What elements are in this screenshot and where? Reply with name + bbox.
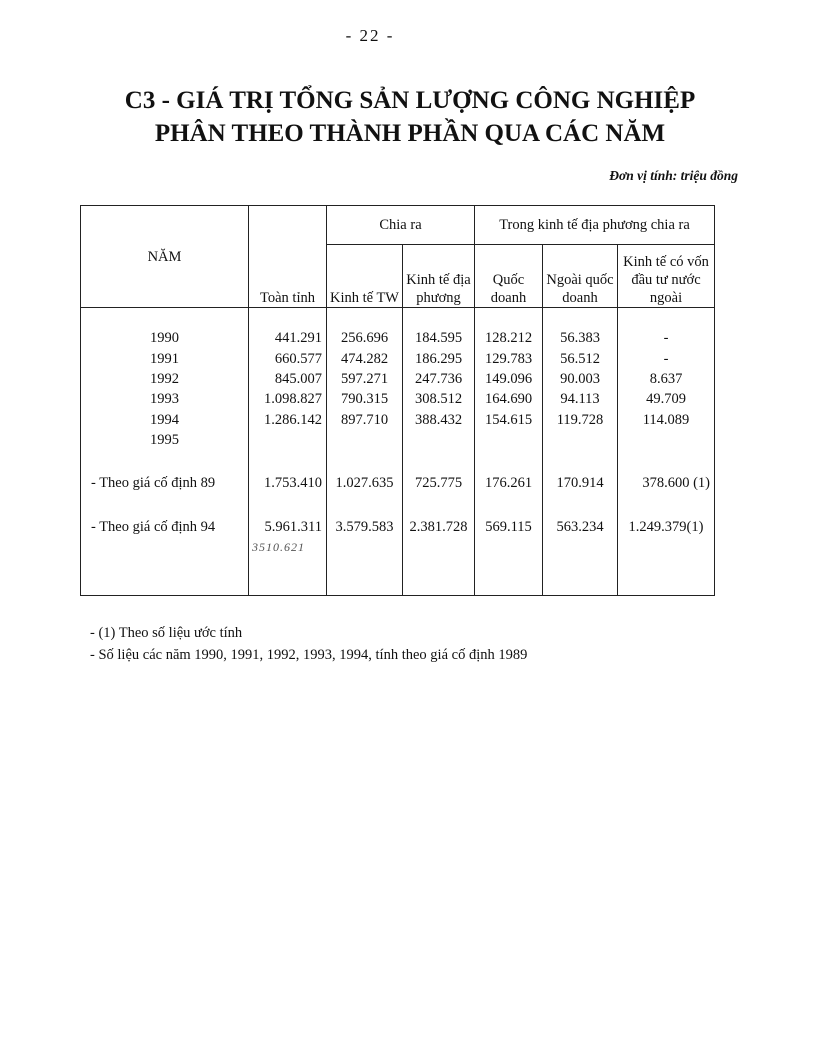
data-table [80,205,715,596]
handwritten-note: 3510.621 [252,540,305,555]
cell-foreign [618,430,715,450]
cell-local: 184.595 [403,328,475,348]
unit-label: Đơn vị tính: triệu đồng [609,168,738,183]
cell-central: 790.315 [327,389,403,409]
cell-foreign: - [618,328,715,348]
cell-central: 1.027.635 [327,472,403,494]
header-group-split: Chia ra [327,206,475,245]
cell-foreign: 8.637 [618,369,715,389]
cell-state: 128.212 [475,328,543,348]
cell-central: 897.710 [327,410,403,430]
cell-state [475,430,543,450]
footnotes [90,622,527,666]
cell-total: 660.577 [249,348,327,368]
header-central: Kinh tế TW [327,245,403,308]
cell-total: 1.753.410 [249,472,327,494]
footnote-1: - (1) Theo số liệu ước tính [90,625,243,641]
cell-label: - Theo giá cố định 89 [81,472,249,494]
header-group-local: Trong kinh tế địa phương chia ra [475,206,715,245]
cell-nonstate [543,430,618,450]
cell-total [249,430,327,450]
cell-foreign: 114.089 [618,410,715,430]
cell-state: 149.096 [475,369,543,389]
cell-state: 164.690 [475,389,543,409]
cell-year: 1995 [81,430,249,450]
cell-total: 5.961.311 [249,516,327,538]
table-row [81,389,715,409]
cell-label: - Theo giá cố định 94 [81,516,249,538]
cell-state: 569.115 [475,516,543,538]
table-row [81,516,715,538]
header-foreign: Kinh tế có vốn đầu tư nước ngoài [618,245,715,308]
cell-total: 1.286.142 [249,410,327,430]
cell-local: 2.381.728 [403,516,475,538]
table-row [81,430,715,450]
cell-local: 247.736 [403,369,475,389]
table-row [81,348,715,368]
table-row [81,369,715,389]
page-number: - 22 - [345,26,395,45]
cell-central: 3.579.583 [327,516,403,538]
cell-total: 845.007 [249,369,327,389]
header-local: Kinh tế địa phương [403,245,475,308]
cell-nonstate: 563.234 [543,516,618,538]
cell-year: 1992 [81,369,249,389]
cell-central [327,430,403,450]
cell-foreign: - [618,348,715,368]
table-row [81,410,715,430]
header-total: Toàn tỉnh [249,206,327,308]
title-line-1: C3 - GIÁ TRỊ TỔNG SẢN LƯỢNG CÔNG NGHIỆP [124,87,696,114]
cell-foreign: 1.249.379(1) [618,516,715,538]
cell-nonstate: 94.113 [543,389,618,409]
cell-foreign: 378.600 (1) [618,472,715,494]
cell-total: 1.098.827 [249,389,327,409]
cell-nonstate: 56.383 [543,328,618,348]
cell-local: 308.512 [403,389,475,409]
cell-state: 129.783 [475,348,543,368]
cell-local [403,430,475,450]
title-line-2: PHÂN THEO THÀNH PHẦN QUA CÁC NĂM [154,120,666,147]
cell-nonstate: 56.512 [543,348,618,368]
header-nonstate: Ngoài quốc doanh [543,245,618,308]
cell-year: 1991 [81,348,249,368]
cell-local: 388.432 [403,410,475,430]
cell-foreign: 49.709 [618,389,715,409]
cell-nonstate: 90.003 [543,369,618,389]
cell-year: 1993 [81,389,249,409]
page-title [60,84,760,150]
cell-year: 1994 [81,410,249,430]
cell-nonstate: 170.914 [543,472,618,494]
table-row [81,328,715,348]
cell-total: 441.291 [249,328,327,348]
cell-local: 186.295 [403,348,475,368]
cell-year: 1990 [81,328,249,348]
cell-central: 256.696 [327,328,403,348]
cell-state: 154.615 [475,410,543,430]
cell-local: 725.775 [403,472,475,494]
header-state: Quốc doanh [475,245,543,308]
footnote-2: - Số liệu các năm 1990, 1991, 1992, 1993, 1994, tính theo giá cố định 1989 [90,647,528,663]
cell-central: 597.271 [327,369,403,389]
table-row [81,472,715,494]
cell-central: 474.282 [327,348,403,368]
header-year: NĂM [81,206,249,308]
cell-nonstate: 119.728 [543,410,618,430]
cell-state: 176.261 [475,472,543,494]
